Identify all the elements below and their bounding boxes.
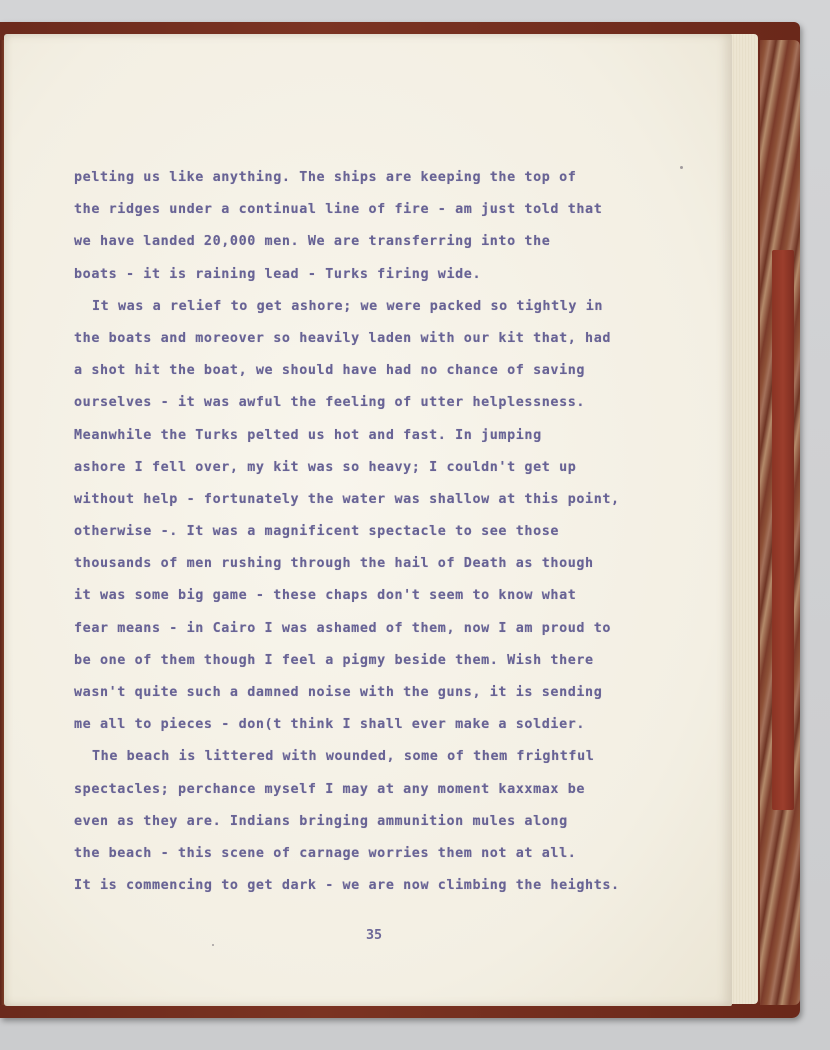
typed-line: we have landed 20,000 men. We are transferring into the: [74, 234, 551, 250]
typed-line: be one of them though I feel a pigmy beside them. Wish there: [74, 652, 594, 668]
typed-line: a shot hit the boat, we should have had no chance of saving: [74, 363, 586, 379]
typed-line: the ridges under a continual line of fire - am just told that: [74, 202, 603, 218]
typed-line: otherwise -. It was a magnificent spectacle to see those: [74, 524, 560, 540]
typed-line: ashore I fell over, my kit was so heavy; I couldn't get up: [74, 459, 577, 475]
typed-line: me all to pieces - don(t think I shall ever make a soldier.: [74, 717, 586, 733]
typed-line: boats - it is raining lead - Turks firing wide.: [74, 266, 482, 282]
typed-line: it was some big game - these chaps don't seem to know what: [74, 588, 577, 604]
typed-line: It was a relief to get ashore; we were packed so tightly in: [92, 298, 604, 314]
leather-band: [772, 250, 794, 810]
page-number-text: 35: [365, 928, 383, 943]
typed-line: spectacles; perchance myself I may at any moment kaxxmax be: [74, 781, 586, 797]
typed-text-block: [74, 162, 704, 902]
typed-line: the beach - this scene of carnage worries them not at all.: [74, 845, 577, 861]
typed-line: Meanwhile the Turks pelted us hot and fast. In jumping: [74, 427, 542, 443]
typed-line: the boats and moreover so heavily laden with our kit that, had: [74, 330, 612, 346]
typed-line: It is commencing to get dark - we are now climbing the heights.: [74, 878, 620, 894]
ink-speck: [212, 944, 214, 946]
typed-line: fear means - in Cairo I was ashamed of them, now I am proud to: [74, 620, 612, 636]
typed-line: thousands of men rushing through the hail of Death as though: [74, 556, 594, 572]
typed-line: without help - fortunately the water was shallow at this point,: [74, 491, 620, 507]
typed-line: wasn't quite such a damned noise with the guns, it is sending: [74, 685, 603, 700]
typed-line: pelting us like anything. The ships are keeping the top of: [74, 170, 577, 185]
typed-line: The beach is littered with wounded, some of them frightful: [92, 749, 595, 765]
typed-line: even as they are. Indians bringing ammunition mules along: [74, 813, 568, 829]
page-number: [0, 928, 740, 943]
typed-line: ourselves - it was awful the feeling of utter helplessness.: [74, 395, 586, 411]
